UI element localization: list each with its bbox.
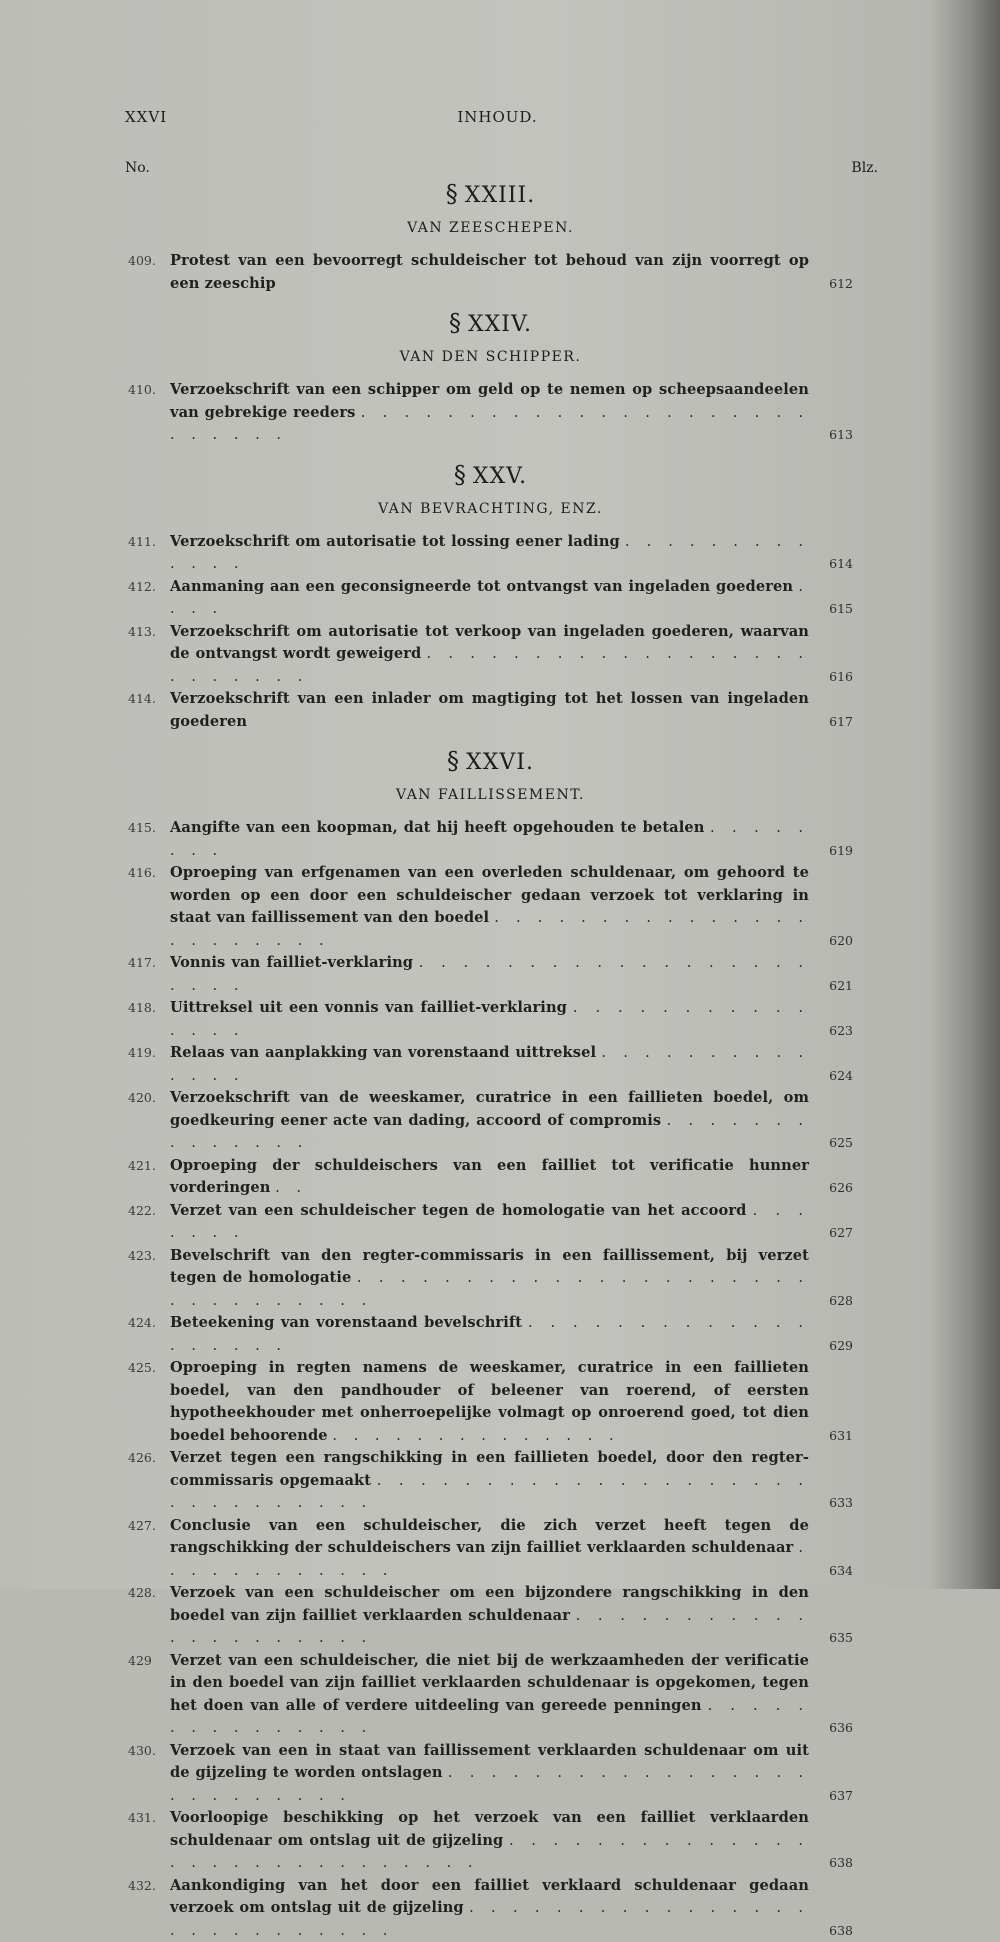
toc-entry [128,1357,853,1447]
table-of-contents [128,176,853,1942]
toc-entry [128,1740,853,1808]
page-number: XXVI [125,108,167,126]
number-column-heading: No. [125,160,150,176]
entry-title: Verzoekschrift van een schipper om geld op te nemen op scheepsaandeelen van gebrekige reeders [170,381,809,421]
toc-section [128,747,853,1942]
entry-title: Aankondiging van het door een failliet verklaard schuldenaar gedaan verzoek om ontslag uit de gijzeling [170,1877,809,1917]
entry-page-number: 623 [813,1020,853,1043]
toc-entry [128,1155,853,1200]
entry-number: 415. [128,817,164,840]
entry-page-number: 629 [813,1335,853,1358]
dot-leader: . . . . . . . [170,1202,809,1242]
entry-page-number: 626 [813,1177,853,1200]
dot-leader: . . . . . . . . . . . . . . [332,1427,619,1444]
toc-section [128,461,853,734]
dot-leader: . . . . . . . . [170,819,809,859]
entry-title: Verzoek van een in staat van faillissement verklaarden schuldenaar om uit de gijzeling te worden ontslagen [170,1742,809,1782]
entry-title: Vonnis van failliet-verklaring [170,954,413,971]
entry-page-number: 616 [813,666,853,689]
toc-section [128,180,853,295]
entry-title: Verzoekschrift om autorisatie tot verkoop van ingeladen goederen, waarvan de ontvangst wordt geweigerd [170,623,809,663]
entry-number: 426. [128,1447,164,1470]
entry-title: Verzet van een schuldeischer, die niet bij de werkzaamheden der verificatie in den boedel van zijn failliet verklaarden schuldenaar is opgekomen, tegen het doen van alle of verdere uitdeeling van gereede penningen [170,1652,809,1714]
entry-number: 418. [128,997,164,1020]
toc-entry [128,1515,853,1583]
section-number [128,461,853,491]
entry-number: 421. [128,1155,164,1178]
entry-number: 429 [128,1650,164,1673]
entry-number: 423. [128,1245,164,1268]
toc-entry [128,250,853,295]
entry-page-number: 624 [813,1065,853,1088]
section-title: VAN DEN SCHIPPER. [128,347,853,367]
entry-number: 425. [128,1357,164,1380]
entry-title: Conclusie van een schuldeischer, die zich verzet heeft tegen de rangschikking der schuldeischers van zijn failliet verklaarden schuldenaar [170,1517,809,1557]
toc-entry [128,1312,853,1357]
entry-number: 424. [128,1312,164,1335]
toc-entry [128,621,853,689]
entry-page-number: 620 [813,930,853,953]
section-symbol: § [449,309,462,337]
entry-title: Aanmaning aan een geconsigneerde tot ontvangst van ingeladen goederen [170,578,793,595]
entry-title: Bevelschrift van den regter-commissaris in een faillissement, bij verzet tegen de homologatie [170,1247,809,1287]
entry-page-number: 617 [813,711,853,734]
entry-title: Verzoekschrift om autorisatie tot lossing eener lading [170,533,620,550]
entry-page-number: 636 [813,1717,853,1740]
toc-entry [128,862,853,952]
entry-number: 427. [128,1515,164,1538]
entry-page-number: 614 [813,553,853,576]
entry-page-number: 612 [813,273,853,296]
toc-entry [128,1807,853,1875]
entry-page-number: 635 [813,1627,853,1650]
toc-entry [128,1200,853,1245]
toc-entry [128,952,853,997]
toc-entry [128,576,853,621]
entry-title: Oproeping van erfgenamen van een overleden schuldenaar, om gehoord te worden op een door een schuldeischer gedaan verzoek tot verklaring in staat van faillissement van den boedel [170,864,809,926]
entry-page-number: 615 [813,598,853,621]
running-head [125,108,870,132]
section-roman-numeral: XXIV. [468,312,532,337]
toc-entry [128,1042,853,1087]
entry-number: 430. [128,1740,164,1763]
entry-page-number: 619 [813,840,853,863]
entry-page-number: 625 [813,1132,853,1155]
entry-title: Verzet van een schuldeischer tegen de homologatie van het accoord [170,1202,746,1219]
section-title: VAN BEVRACHTING, ENZ. [128,499,853,519]
dot-leader: . . . . . . . . . . . . . . . . . . . . . [170,1607,809,1647]
entry-number: 409. [128,250,164,273]
section-roman-numeral: XXV. [473,464,527,489]
dot-leader: . . . . . . . . . . . . . . . . . . . . . . . . . . [170,1764,809,1804]
entry-page-number: 628 [813,1290,853,1313]
toc-entry [128,1087,853,1155]
toc-entry [128,531,853,576]
entry-number: 431. [128,1807,164,1830]
toc-entry [128,1582,853,1650]
entry-page-number: 627 [813,1222,853,1245]
toc-entry [128,1650,853,1740]
entry-number: 417. [128,952,164,975]
toc-entry [128,997,853,1042]
dot-leader: . . . . . . . . . . . . . . . . . . . . . . . . . . . [170,404,809,444]
toc-entry [128,379,853,447]
page-title: INHOUD. [125,108,870,126]
page-column-heading: Blz. [851,160,878,176]
toc-section [128,309,853,447]
toc-entry [128,1245,853,1313]
dot-leader: . . . . [170,578,809,618]
entry-title: Beteekening van vorenstaand bevelschrift [170,1314,522,1331]
section-symbol: § [446,180,459,208]
dot-leader: . . . . . . . . . . . . . . . . . . . . . . . [170,909,809,949]
dot-leader: . . . . . . . . . . . . . . [170,1112,809,1152]
section-number [128,309,853,339]
entry-title: Relaas van aanplakking van vorenstaand uittreksel [170,1044,596,1061]
dot-leader: . . . . . . . . . . . . . . . . . . . . . . . . . . . . . [170,1832,809,1872]
entry-title: Verzoekschrift van de weeskamer, curatrice in een faillieten boedel, om goedkeuring eener acte van dading, accoord of compromis [170,1089,809,1129]
entry-page-number: 633 [813,1492,853,1515]
entry-page-number: 613 [813,424,853,447]
dot-leader: . . . . . . . . . . . . . . . [170,1697,809,1737]
toc-entry [128,1875,853,1942]
dot-leader: . . . . . . . . . . . . . [170,533,809,573]
section-roman-numeral: XXVI. [466,750,534,775]
dot-leader: . . . . . . . . . . . . . . . . . . . . . . . . . [170,645,809,685]
entry-title: Oproeping der schuldeischers van een failliet tot verificatie hunner vorderingen [170,1157,809,1197]
entry-page-number: 634 [813,1560,853,1583]
entry-number: 411. [128,531,164,554]
dot-leader: . . . . . . . . . . . . . . . . . . . . . . [170,954,809,994]
toc-entry [128,1447,853,1515]
section-number [128,747,853,777]
section-symbol: § [454,461,467,489]
entry-title: Verzoekschrift van een inlader om magtiging tot het lossen van ingeladen goederen [170,690,809,730]
entry-number: 432. [128,1875,164,1898]
dot-leader: . . . . . . . . . . . . . . [170,1044,809,1084]
entry-title: Voorloopige beschikking op het verzoek van een failliet verklaarden schuldenaar om ontslag uit de gijzeling [170,1809,809,1849]
dot-leader: . . . . . . . . . . . . [170,1539,809,1579]
section-symbol: § [447,747,460,775]
section-title: VAN ZEESCHEPEN. [128,218,853,238]
entry-number: 428. [128,1582,164,1605]
entry-title: Uittreksel uit een vonnis van failliet-verklaring [170,999,567,1016]
entry-page-number: 638 [813,1920,853,1942]
entry-page-number: 637 [813,1785,853,1808]
entry-number: 416. [128,862,164,885]
section-title: VAN FAILLISSEMENT. [128,785,853,805]
entry-number: 413. [128,621,164,644]
toc-entry [128,817,853,862]
entry-title: Verzet tegen een rangschikking in een faillieten boedel, door den regter-commissaris opgemaakt [170,1449,809,1489]
dot-leader: . . . . . . . . . . . . . . . . . . . . . . . . . . . . . . . [170,1269,809,1309]
dot-leader: . . . . . . . . . . . . . . . [170,999,809,1039]
dot-leader: . . [275,1179,307,1196]
entry-title: Verzoek van een schuldeischer om een bijzondere rangschikking in den boedel van zijn failliet verklaarden schuldenaar [170,1584,809,1624]
entry-number: 410. [128,379,164,402]
dot-leader: . . . . . . . . . . . . . . . . . . . [170,1314,809,1354]
entry-page-number: 631 [813,1425,853,1448]
entry-number: 412. [128,576,164,599]
entry-page-number: 638 [813,1852,853,1875]
entry-page-number: 621 [813,975,853,998]
section-roman-numeral: XXIII. [465,183,535,208]
entry-title: Protest van een bevoorregt schuldeischer tot behoud van zijn voorregt op een zeeschip [170,252,809,292]
entry-number: 414. [128,688,164,711]
entry-title: Aangifte van een koopman, dat hij heeft opgehouden te betalen [170,819,704,836]
dot-leader: . . . . . . . . . . . . . . . . . . . . . . . . . . . [170,1899,809,1939]
entry-title: Oproeping in regten namens de weeskamer, curatrice in een faillieten boedel, van den pandhouder of beleener van roerend, of eersten hypotheekhouder met onherroepelijke volmagt op onroerend goed, tot dien boedel behoorende [170,1359,809,1444]
entry-number: 420. [128,1087,164,1110]
entry-number: 419. [128,1042,164,1065]
dot-leader: . . . . . . . . . . . . . . . . . . . . . . . . . . . . . . [170,1472,809,1512]
toc-entry [128,688,853,733]
entry-number: 422. [128,1200,164,1223]
section-number [128,180,853,210]
